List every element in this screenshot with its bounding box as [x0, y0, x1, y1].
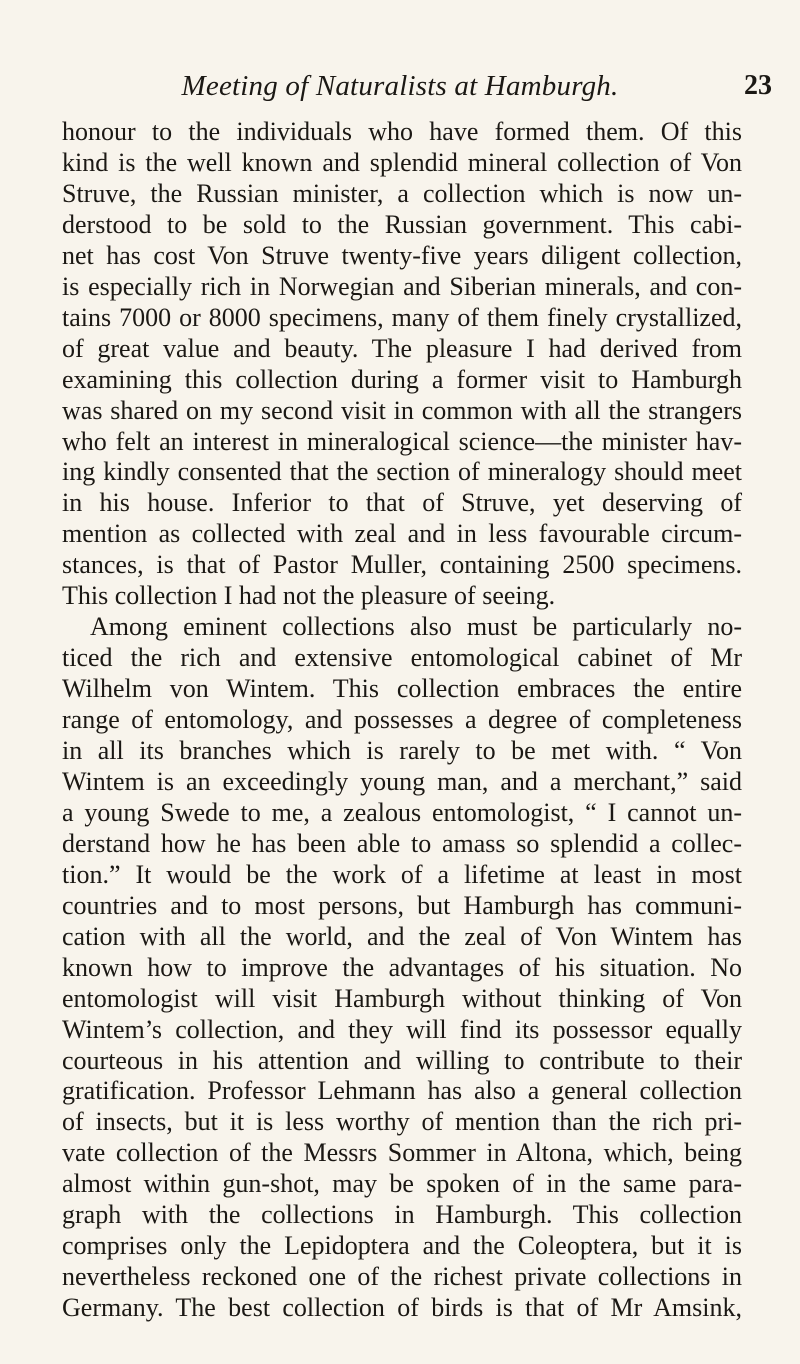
- text-line: net has cost Von Struve twenty-five years diligent collection,: [62, 240, 742, 270]
- running-title: Meeting of Naturalists at Hamburgh.: [181, 70, 619, 102]
- text-line: examining this collection during a former visit to Hamburgh: [62, 364, 742, 394]
- text-line: in all its branches which is rarely to be met with. “ Von: [62, 736, 742, 765]
- text-line: courteous in his attention and willing to contribute to their: [62, 1045, 742, 1075]
- text-line: honour to the individuals who have formed them. Of this: [62, 117, 742, 146]
- text-line: entomologist will visit Hamburgh without thinking of Von: [62, 983, 742, 1013]
- text-line: gratification. Professor Lehmann has also a general collection: [62, 1076, 742, 1106]
- text-line: countries and to most persons, but Hamburgh has communi-: [62, 890, 742, 920]
- text-line: stances, is that of Pastor Muller, containing 2500 specimens.: [62, 550, 742, 580]
- text-line: of great value and beauty. The pleasure I had derived from: [62, 333, 742, 363]
- text-line: of insects, but it is less worthy of mention than the rich pri-: [62, 1107, 742, 1137]
- text-line: in his house. Inferior to that of Struve, yet deserving of: [62, 488, 742, 518]
- text-line: Wintem’s collection, and they will find its possessor equally: [62, 1014, 742, 1044]
- text-line: ticed the rich and extensive entomological cabinet of Mr: [62, 643, 742, 673]
- text-line: This collection I had not the pleasure of seeing.: [62, 581, 556, 611]
- text-line: Struve, the Russian minister, a collection which is now un-: [62, 178, 742, 208]
- text-line: graph with the collections in Hamburgh. This collection: [62, 1200, 742, 1230]
- text-line: Wintem is an exceedingly young man, and a merchant,” said: [62, 766, 742, 796]
- text-line: Wilhelm von Wintem. This collection embraces the entire: [62, 674, 742, 704]
- text-line: range of entomology, and possesses a degree of completeness: [62, 705, 742, 735]
- text-line: a young Swede to me, a zealous entomologist, “ I cannot un-: [62, 797, 742, 827]
- text-line: ing kindly consented that the section of mineralogy should meet: [62, 457, 742, 487]
- page-number: 23: [744, 70, 772, 101]
- paragraph-first-line: Among eminent collections also must be particularly no-: [90, 612, 742, 642]
- text-line: who felt an interest in mineralogical science—the minister hav-: [62, 426, 742, 456]
- running-header: [0, 70, 800, 110]
- text-line: cation with all the world, and the zeal of Von Wintem has: [62, 921, 742, 951]
- text-line: comprises only the Lepidoptera and the Coleoptera, but it is: [62, 1231, 742, 1261]
- text-line: derstood to be sold to the Russian government. This cabi-: [62, 209, 742, 239]
- text-line: kind is the well known and splendid mineral collection of Von: [62, 147, 742, 177]
- text-line: tains 7000 or 8000 specimens, many of them finely crystallized,: [62, 302, 742, 332]
- text-line: nevertheless reckoned one of the richest private collections in: [62, 1262, 742, 1292]
- text-line: derstand how he has been able to amass so splendid a collec-: [62, 828, 742, 858]
- text-line: is especially rich in Norwegian and Siberian minerals, and con-: [62, 271, 742, 301]
- text-line: almost within gun-shot, may be spoken of in the same para-: [62, 1169, 742, 1199]
- text-line: was shared on my second visit in common with all the strangers: [62, 395, 742, 425]
- text-line: tion.” It would be the work of a lifetime at least in most: [62, 859, 742, 889]
- text-line: known how to improve the advantages of his situation. No: [62, 952, 742, 982]
- text-line: vate collection of the Messrs Sommer in Altona, which, being: [62, 1138, 742, 1168]
- text-line: Germany. The best collection of birds is that of Mr Amsink,: [62, 1293, 742, 1323]
- text-line: mention as collected with zeal and in less favourable circum-: [62, 519, 742, 549]
